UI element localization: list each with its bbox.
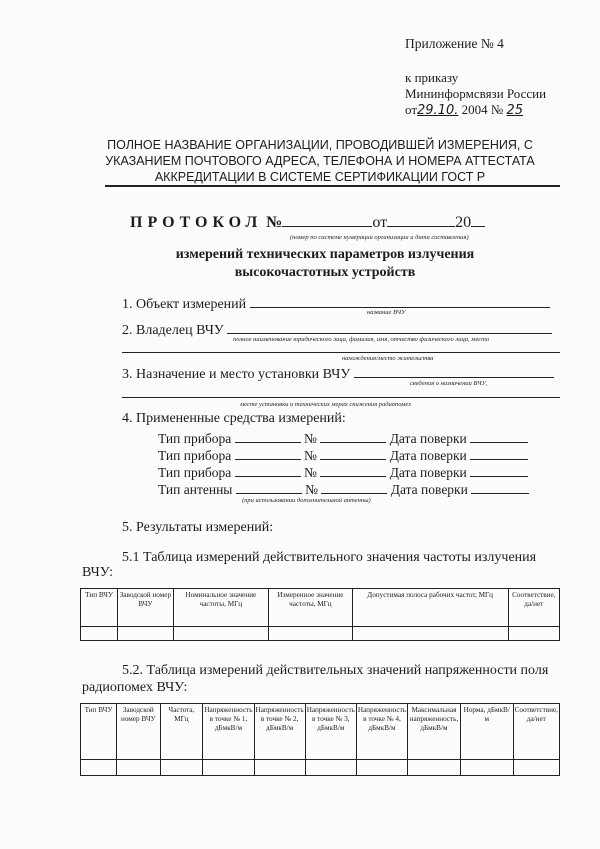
instrument-row: Тип прибора № Дата поверки (158, 463, 528, 481)
table2-data-row (81, 760, 560, 776)
table2-cell[interactable] (81, 760, 117, 776)
instrument-type-field[interactable] (235, 429, 301, 443)
table2-cell[interactable] (513, 760, 559, 776)
protocol-word: ПРОТОКОЛ (130, 214, 263, 231)
table1-header-cell: Заводской номер ВЧУ (118, 589, 173, 627)
table1-title: 5.1 Таблица измерений действительного значения частоты излучения (122, 550, 537, 565)
instrument-number-field[interactable] (320, 463, 386, 477)
protocol-year-field[interactable] (471, 212, 485, 227)
table2-header-cell: Напряженность в точке № 1, дБмкВ/м (203, 704, 254, 760)
purpose-note-2: месте установки и технических мерах снижения радиопомех (240, 401, 412, 408)
owner-row: 2. Владелец ВЧУ (122, 320, 552, 339)
table1-cell[interactable] (118, 627, 173, 641)
table2-header-cell: Заводской номер ВЧУ (117, 704, 161, 760)
table2-cell[interactable] (203, 760, 254, 776)
table1-header-cell: Соответствие, да/нет (508, 589, 559, 627)
order-line-3: от29.10. 2004 № 25 (405, 102, 524, 118)
organization-underline (105, 185, 560, 187)
order-reference (405, 70, 546, 119)
table2-cell[interactable] (408, 760, 461, 776)
owner-field[interactable] (227, 320, 552, 334)
table2-header-cell: Максимальная напряженность, дБмкВ/м (408, 704, 461, 760)
instrument-number-field[interactable] (320, 429, 386, 443)
order-number-handwritten: 25 (506, 103, 524, 118)
table1-header-cell: Номинальное значение частоты, МГц (173, 589, 269, 627)
table1-cell[interactable] (269, 627, 353, 641)
table1-cell[interactable] (173, 627, 269, 641)
table1-title-cont: ВЧУ: (82, 565, 114, 580)
table2-header-cell: Соответствие, да/нет (513, 704, 559, 760)
table2-header-cell: Напряженность в точке № 4, дБмкВ/м (356, 704, 407, 760)
purpose-field[interactable] (354, 364, 554, 378)
instrument-check-date-field[interactable] (470, 463, 528, 477)
table2-title-cont: радиопомех ВЧУ: (82, 680, 188, 695)
owner-note: полное наименование юридического лица, фамилия, имя, отчество физического лица, место (233, 336, 490, 343)
table1-header-cell: Тип ВЧУ (81, 589, 118, 627)
table1-cell[interactable] (508, 627, 559, 641)
instrument-row: Тип прибора № Дата поверки (158, 446, 528, 464)
purpose-row: 3. Назначение и место установки ВЧУ (122, 364, 554, 383)
table1-data-row (81, 627, 560, 641)
order-line-2: Мининформсвязи России (405, 86, 547, 101)
protocol-date-field[interactable] (387, 212, 455, 227)
instrument-row: Тип прибора № Дата поверки (158, 429, 528, 447)
antenna-type-field[interactable] (236, 480, 302, 494)
table2-cell[interactable] (254, 760, 305, 776)
results-heading: 5. Результаты измерений: (122, 520, 274, 535)
table1-header-cell: Допустимая полоса рабочих частот, МГц (352, 589, 508, 627)
annex-number: Приложение № 4 (405, 36, 504, 51)
table2-header-cell: Частота, МГц (160, 704, 203, 760)
table2-cell[interactable] (117, 760, 161, 776)
antenna-number-field[interactable] (321, 480, 387, 494)
table2-header-cell: Напряженность в точке № 2, дБмкВ/м (254, 704, 305, 760)
table2-cell[interactable] (160, 760, 203, 776)
table2-cell[interactable] (460, 760, 513, 776)
protocol-note: (номер по системе нумерации организации и дата составления) (290, 234, 469, 241)
table1-cell[interactable] (352, 627, 508, 641)
organization-placeholder: ПОЛНОЕ НАЗВАНИЕ ОРГАНИЗАЦИИ, ПРОВОДИВШЕЙ ИЗМЕРЕНИЯ, С УКАЗАНИЕМ ПОЧТОВОГО АДРЕСА, ТЕЛЕФОНА И НОМЕРА АТТЕСТАТА АККРЕДИТАЦИИ В СИСТЕМЕ СЕРТИФИКАЦИИ ГОСТ Р (105, 138, 535, 184)
table2-header-cell: Тип ВЧУ (81, 704, 117, 760)
owner-note-2: нахождения/место жительства (342, 355, 434, 362)
order-line-1: к приказу (405, 70, 459, 85)
instrument-check-date-field[interactable] (470, 429, 528, 443)
antenna-row: Тип антенны № Дата поверки (158, 480, 529, 498)
protocol-subtitle: измерений технических параметров излучения высокочастотных устройств (175, 247, 475, 280)
order-date-handwritten: 29.10. (417, 103, 459, 118)
object-field[interactable] (250, 294, 550, 308)
table1-cell[interactable] (81, 627, 118, 641)
instrument-type-field[interactable] (235, 446, 301, 460)
table2-cell[interactable] (356, 760, 407, 776)
table2-cell[interactable] (305, 760, 356, 776)
owner-field-line2[interactable] (122, 352, 560, 353)
object-note: название ВЧУ (367, 309, 406, 316)
protocol-title: ПРОТОКОЛ № от 20 (130, 212, 485, 232)
antenna-check-date-field[interactable] (471, 480, 529, 494)
antenna-note: (при использовании дополнительной антенны) (242, 497, 371, 504)
protocol-number-field[interactable] (282, 212, 372, 227)
instruments-heading: 4. Примененные средства измерений: (122, 411, 346, 426)
instrument-check-date-field[interactable] (470, 446, 528, 460)
instrument-type-field[interactable] (235, 463, 301, 477)
table2-title: 5.2. Таблица измерений действительных значений напряженности поля (122, 663, 549, 678)
table1-header-cell: Измеренное значение частоты, МГц (269, 589, 353, 627)
object-row: 1. Объект измерений (122, 294, 550, 313)
purpose-note: сведения о назначении ВЧУ, (410, 380, 488, 387)
table2-header-cell: Норма, дБмкВ/м (460, 704, 513, 760)
instrument-number-field[interactable] (320, 446, 386, 460)
purpose-field-line2[interactable] (122, 397, 560, 398)
field-strength-table (80, 703, 560, 776)
table2-header-cell: Напряженность в точке № 3, дБмкВ/м (305, 704, 356, 760)
frequency-table (80, 588, 560, 641)
